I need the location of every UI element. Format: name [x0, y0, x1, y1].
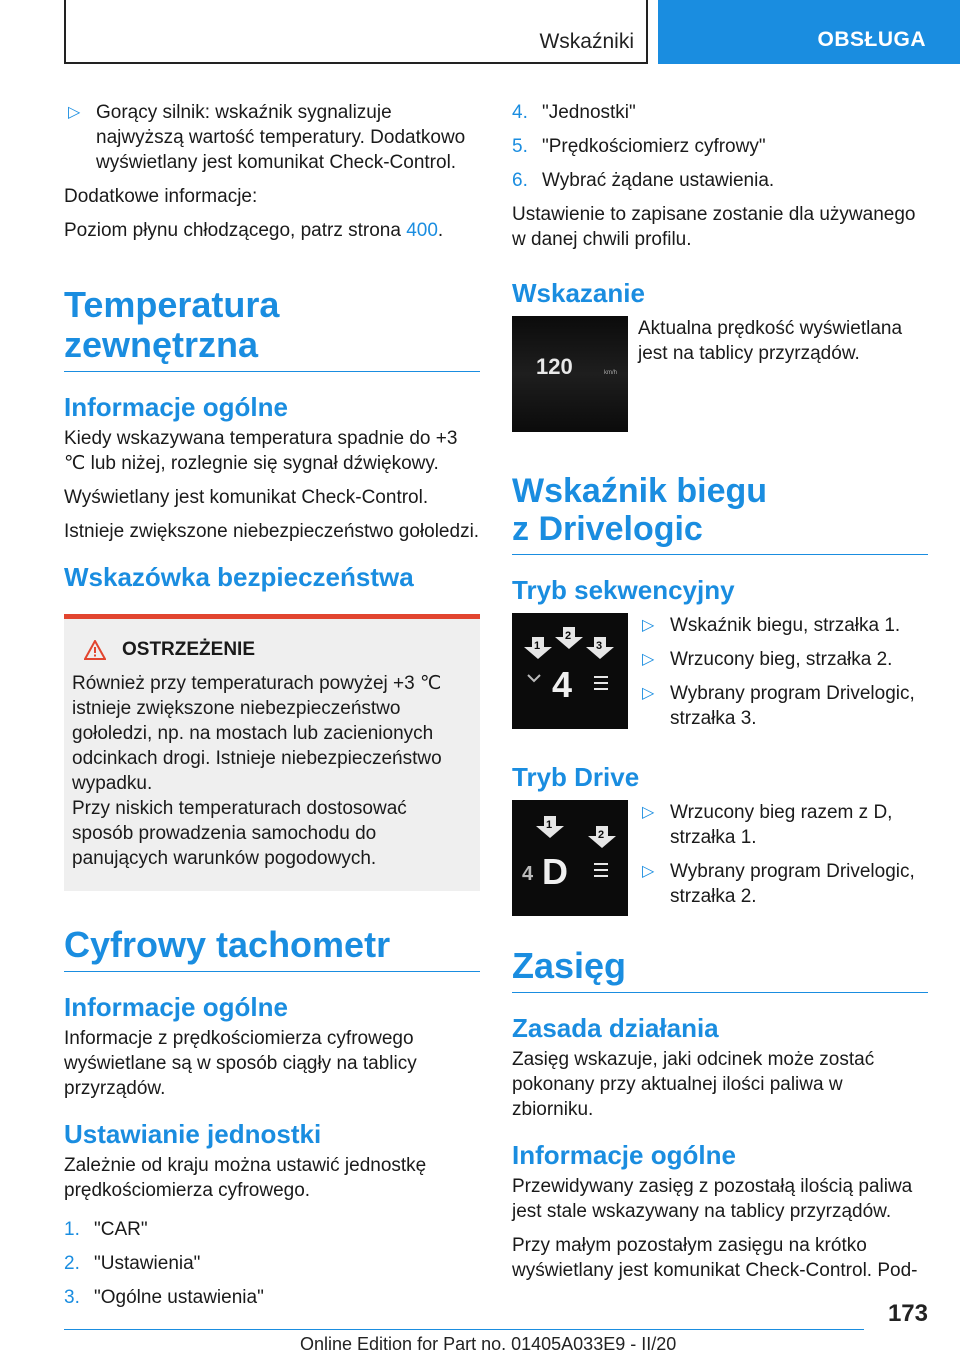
arrow-label-3: 3: [596, 640, 603, 652]
arrow-label-2: 2: [565, 630, 572, 642]
heading-outside-temp: Temperatura zewnętrzna: [64, 285, 480, 372]
header-box: [64, 0, 648, 64]
paragraph: Kiedy wskazywana temperatura spadnie do +3 ℃ lub niżej, rozlegnie się sygnał dźwiękowy.: [64, 428, 458, 474]
triangle-bullet-icon: ▷: [642, 685, 655, 702]
drive-row: [512, 800, 928, 918]
step-item: 1. "CAR": [64, 1219, 148, 1240]
edition-text: Online Edition for Part no. 01405A033E9 - II/20: [300, 1334, 677, 1354]
heading-safety: Wskazówka bezpieczeństwa: [64, 562, 414, 592]
paragraph: Zasięg wskazuje, jaki odcinek może zostać pokonany przy aktualnej ilości paliwa w zbiorniku.: [512, 1049, 875, 1120]
gear-number-small: 4: [522, 863, 534, 885]
speed-value: 120: [536, 354, 573, 379]
paragraph: Istnieje zwiększone niebezpieczeństwo gołoledzi.: [64, 521, 480, 542]
heading-principle: Zasada działania: [512, 1013, 719, 1043]
bullet-item: ▷ Wybrany program Drivelogic, strzałka 2.: [642, 861, 915, 907]
paragraph: Przy małym pozostałym zasięgu na krótko wyświetlany jest komunikat Check-Control. Pod-: [512, 1235, 918, 1281]
triangle-bullet-icon: ▷: [68, 104, 81, 121]
paragraph: Informacje z prędkościomierza cyfrowego wyświetlane są w sposób ciągły na tablicy przyrządów.: [64, 1028, 417, 1099]
warning-box: [64, 614, 480, 891]
step-item: 6. Wybrać żądane ustawienia.: [512, 170, 775, 191]
warning-triangle-icon: [84, 640, 106, 660]
arrow-label-1: 1: [546, 819, 553, 831]
heading-units: Ustawianie jednostki: [64, 1119, 322, 1149]
extra-info-label: Dodatkowe informacje:: [64, 186, 258, 207]
speed-display-image: [512, 316, 628, 432]
heading-range: Zasięg: [512, 946, 928, 993]
gear-number: 4: [552, 664, 573, 705]
bullet-item: ▷ Wrzucony bieg, strzałka 2.: [642, 649, 893, 670]
section-title: Wskaźniki: [539, 30, 634, 53]
triangle-bullet-icon: ▷: [642, 863, 655, 880]
bullet-hot-engine: ▷ Gorący silnik: wskaźnik sygnalizuje najwyższą wartość temperatury. Dodatkowo wyświetlany jest komunikat Check-Control.: [68, 102, 466, 173]
right-column: [512, 100, 928, 1292]
paragraph: Przewidywany zasięg z pozostałą ilością paliwa jest stale wskazywany na tablicy przyrządów.: [512, 1176, 913, 1222]
footer-divider: [64, 1329, 864, 1330]
heading-digital-speedometer: Cyfrowy tachometr: [64, 925, 480, 972]
paragraph: Ustawienie to zapisane zostanie dla używanego w danej chwili profilu.: [512, 204, 916, 250]
heading-display: Wskazanie: [512, 278, 645, 308]
bullet-item: ▷ Wybrany program Drivelogic, strzałka 3.: [642, 683, 915, 729]
arrow-label-2: 2: [598, 829, 605, 841]
arrow-label-1: 1: [534, 640, 541, 652]
bullet-item: ▷ Wskaźnik biegu, strzałka 1.: [642, 615, 901, 636]
speed-unit: km/h: [604, 370, 618, 376]
sequential-gear-image: [512, 613, 628, 729]
warning-text: Również przy temperaturach powyżej +3 ℃ istnieje zwiększone niebezpieczeństwo gołoledzi, np. na mostach lub zacienionych odcinkach drogi. Istnieje niebezpieczeństwo wypadku.: [72, 673, 442, 794]
bullet-item: ▷ Wrzucony bieg razem z D, strzałka 1.: [642, 802, 893, 848]
heading-gear-indicator: Wskaźnik biegu z Drivelogic: [512, 472, 928, 555]
heading-sequential-mode: Tryb sekwencyjny: [512, 575, 735, 605]
drive-gear-image: [512, 800, 628, 916]
left-column: [64, 100, 480, 1319]
chapter-tab[interactable]: OBSŁUGA: [658, 0, 960, 64]
gear-letter-d: D: [542, 851, 568, 892]
page-number: 173: [887, 1300, 928, 1327]
step-item: 4. "Jednostki": [512, 102, 636, 123]
heading-general-info: Informacje ogólne: [64, 992, 288, 1022]
page-link-400[interactable]: 400: [406, 220, 438, 241]
step-item: 3. "Ogólne ustawienia": [64, 1287, 264, 1308]
heading-drive-mode: Tryb Drive: [512, 762, 640, 792]
warning-text: Przy niskich temperaturach dostosować sposób prowadzenia samochodu do panujących warunków pogodowych.: [72, 798, 407, 869]
paragraph: Zależnie od kraju można ustawić jednostkę prędkościomierza cyfrowego.: [64, 1155, 427, 1201]
step-item: 2. "Ustawienia": [64, 1253, 201, 1274]
triangle-bullet-icon: ▷: [642, 617, 655, 634]
paragraph: Wyświetlany jest komunikat Check-Control.: [64, 487, 429, 508]
heading-general-info: Informacje ogólne: [512, 1140, 736, 1170]
step-item: 5. "Prędkościomierz cyfrowy": [512, 136, 766, 157]
paragraph: Aktualna prędkość wyświetlana jest na tablicy przyrządów.: [638, 318, 903, 364]
heading-general-info: Informacje ogólne: [64, 392, 288, 422]
triangle-bullet-icon: ▷: [642, 804, 655, 821]
triangle-bullet-icon: ▷: [642, 651, 655, 668]
warning-title: OSTRZEŻENIE: [72, 639, 472, 661]
speed-display-row: [512, 316, 928, 432]
sequential-row: [512, 613, 928, 740]
extra-info-text: Poziom płynu chłodzącego, patrz strona 400.: [64, 220, 444, 241]
